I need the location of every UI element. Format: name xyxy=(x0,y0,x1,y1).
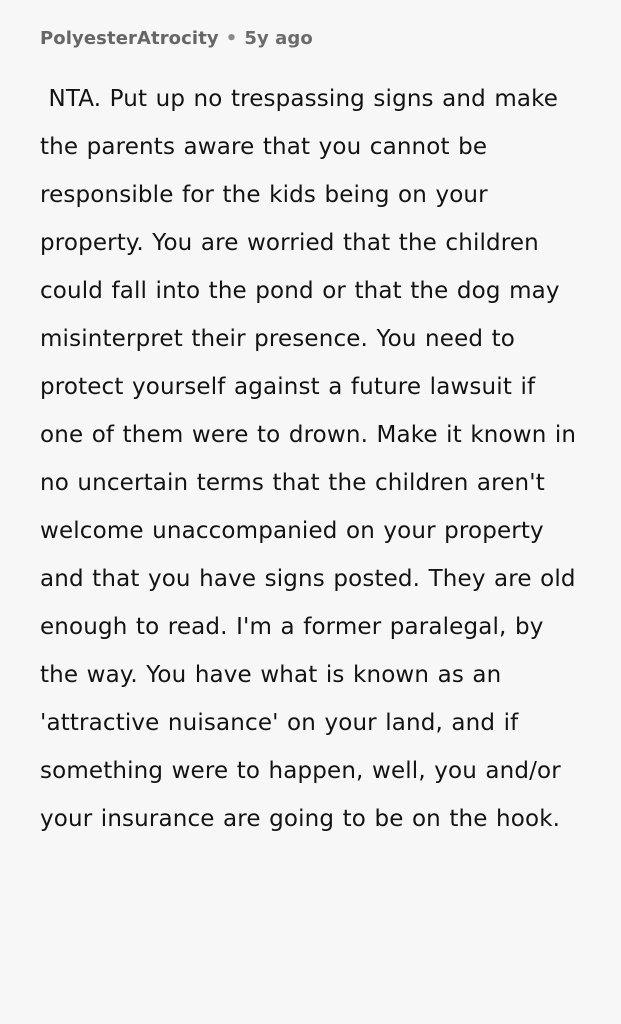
meta-separator: • xyxy=(225,28,238,49)
comment-author[interactable]: PolyesterAtrocity xyxy=(40,28,219,49)
comment-meta xyxy=(40,28,581,49)
comment-timestamp: 5y ago xyxy=(244,28,313,49)
comment-body-text: NTA. Put up no trespassing signs and make the parents aware that you cannot be responsible for the kids being on your property. You are worried that the children could fall into the pond or that the dog may misinterpret their presence. You need to protect yourself against a future lawsuit if one of them were to drown. Make it known in no uncertain terms that the children aren't welcome unaccompanied on your property and that you have signs posted. They are old enough to read. I'm a former paralegal, by the way. You have what is known as an 'attractive nuisance' on your land, and if something were to happen, well, you and/or your insurance are going to be on the hook. xyxy=(40,86,585,832)
